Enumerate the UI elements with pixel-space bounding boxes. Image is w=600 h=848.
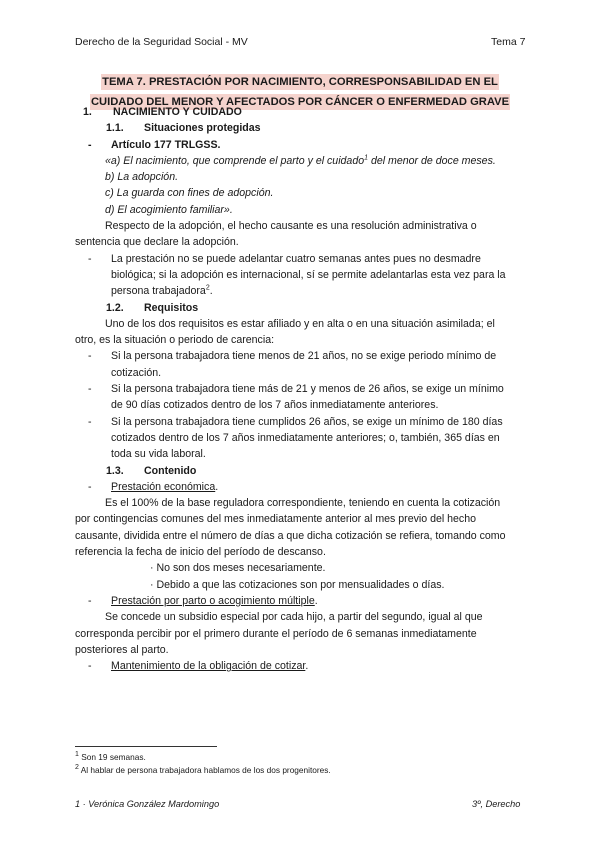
situation-item-b: b) La adopción. bbox=[105, 171, 179, 184]
paragraph-requisitos: Uno de los dos requisitos es estar afiliado y en alta o en una situación asimilada; el otro, es la situación o periodo de carencia: bbox=[75, 317, 495, 347]
situation-item-a: «a) El nacimiento, que comprende el parto y el cuidado$^1$ del menor de doce meses. bbox=[105, 154, 496, 167]
footnote-ref-2[interactable]: 2 bbox=[205, 284, 210, 292]
subsection-heading-1-1: 1.1. Situaciones protegidas bbox=[106, 122, 261, 135]
footer-course: 3º, Derecho bbox=[472, 799, 521, 809]
subsection-heading-1-2: 1.2. Requisitos bbox=[106, 301, 199, 314]
subpoint-item: · Debido a que las cotizaciones son por mensualidades o días. bbox=[150, 578, 445, 591]
footnote-2: $^2$ Al hablar de persona trabajadora hablamos de los dos progenitores. bbox=[75, 764, 331, 775]
bullet-adelantar: - La prestación no se puede adelantar cuatro semanas antes pues no desmadre biológica; si la adopción es internacional, sí se permite adelantarlas esta vez para la persona trabajadora$^2$. bbox=[88, 252, 506, 298]
bullet-prestacion-economica: - Prestación económica. bbox=[88, 480, 219, 493]
chapter-title-line-2: CUIDADO DEL MENOR Y AFECTADOS POR CÁNCER O ENFERMEDAD GRAVE bbox=[90, 96, 510, 108]
situation-item-c: c) La guarda con fines de adopción. bbox=[105, 187, 274, 200]
section-heading-1: 1. NACIMIENTO Y CUIDADO bbox=[83, 106, 242, 118]
footnote-ref-1[interactable]: 1 bbox=[364, 154, 369, 162]
subpoint-item: · No son dos meses necesariamente. bbox=[150, 562, 326, 575]
paragraph-adopcion: Respecto de la adopción, el hecho causante es una resolución administrativa o sentencia que declare la adopción. bbox=[75, 220, 477, 249]
running-header-topic: Tema 7 bbox=[491, 36, 526, 48]
chapter-title-line-1: TEMA 7. PRESTACIÓN POR NACIMIENTO, CORRESPONSABILIDAD EN EL bbox=[102, 76, 498, 88]
mantenimiento-cotizar-heading: Mantenimiento de la obligación de cotizar bbox=[111, 660, 306, 673]
requirement-item: - Si la persona trabajadora tiene menos de 21 años, no se exige periodo mínimo de cotización. bbox=[88, 350, 497, 379]
requirement-item: - Si la persona trabajadora tiene más de 21 y menos de 26 años, se exige un mínimo de 90 días cotizados dentro de los 7 años inmediatamente anteriores. bbox=[88, 383, 504, 412]
bullet-mantenimiento-cotizar: - Mantenimiento de la obligación de cotizar. bbox=[88, 660, 309, 673]
paragraph-prestacion-economica: Es el 100% de la base reguladora correspondiente, teniendo en cuenta la cotización por contingencias comunes del mes inmediatamente anterior al mes previo del hecho causante, dividida entre el número de días a que dicha cotización se refiera, tomando como referencia la fecha de inicio del período de descanso. bbox=[75, 497, 506, 559]
article-heading: - Artículo 177 TRLGSS. bbox=[88, 138, 221, 151]
document-body bbox=[75, 104, 525, 674]
footer-author: 1 · Verónica González Mardomingo bbox=[75, 799, 220, 809]
footnote-1: $^1$ Son 19 semanas. bbox=[75, 751, 146, 762]
requirement-item: - Si la persona trabajadora tiene cumplidos 26 años, se exige un mínimo de 180 días cotizados dentro de los 7 años inmediatamente anteriores; o, también, 365 días en toda su vida laboral. bbox=[88, 415, 503, 461]
bullet-prestacion-parto: - Prestación por parto o acogimiento múltiple. bbox=[88, 594, 318, 607]
prestacion-parto-heading: Prestación por parto o acogimiento múltiple bbox=[111, 594, 315, 607]
paragraph-prestacion-parto: Se concede un subsidio especial por cada hijo, a partir del segundo, igual al que corresponda percibir por el primero durante el período de 6 semanas inmediatamente posteriores al parto. bbox=[75, 611, 483, 656]
footnotes bbox=[75, 751, 331, 777]
footnote-separator bbox=[75, 746, 217, 747]
running-header-title: Derecho de la Seguridad Social - MV bbox=[75, 36, 248, 48]
situation-item-d: d) El acogimiento familiar». bbox=[105, 203, 233, 216]
prestacion-economica-heading: Prestación económica bbox=[111, 480, 216, 493]
subsection-heading-1-3: 1.3. Contenido bbox=[106, 464, 197, 477]
